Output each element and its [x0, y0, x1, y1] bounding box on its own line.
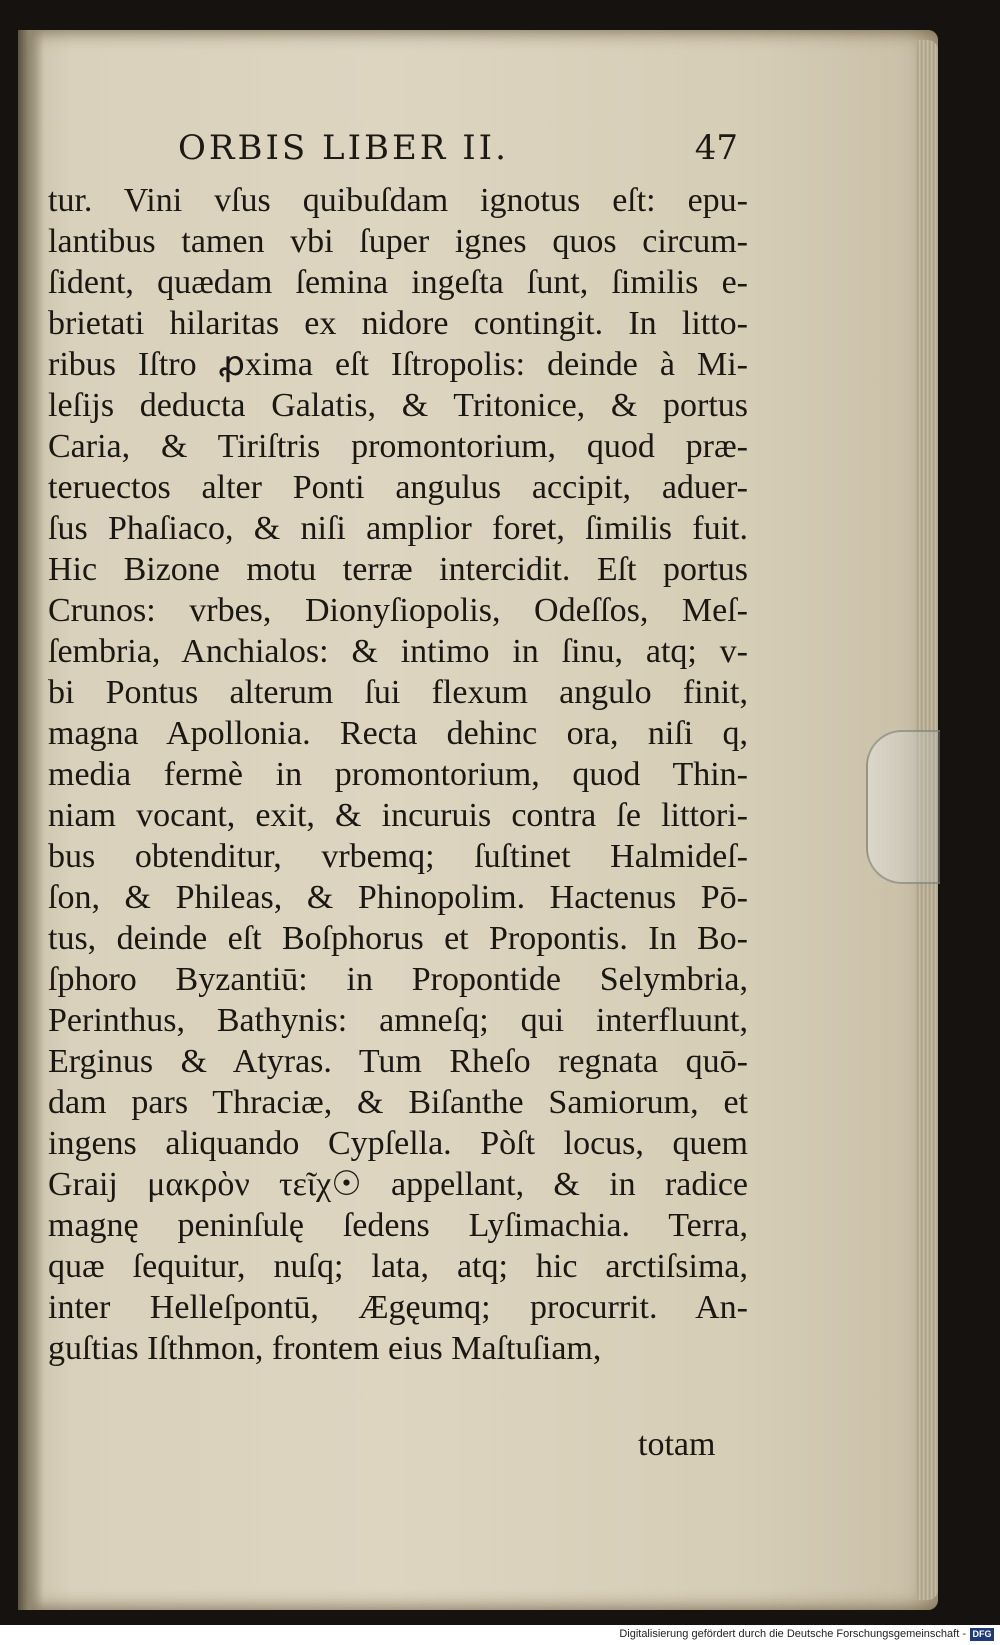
text-line: media fermè in promontorium, quod Thin-	[48, 756, 748, 793]
dfg-logo: DFG	[970, 1628, 994, 1641]
text-line: tur. Vini vſus quibuſdam ignotus eſt: epu-	[48, 182, 748, 219]
text-line: Graij μακρὸν τεῖχ☉ appellant, & in radice	[48, 1166, 748, 1203]
text-line: ribus Iſtro ꝓxima eſt Iſtropolis: deinde à Mi-	[48, 346, 748, 383]
text-line: Crunos: vrbes, Dionyſiopolis, Odeſſos, Meſ-	[48, 592, 748, 629]
text-line: Erginus & Atyras. Tum Rheſo regnata quō-	[48, 1043, 748, 1080]
text-line: ſus Phaſiaco, & niſi amplior foret, ſimilis fuit.	[48, 510, 748, 547]
page-number: 47	[694, 128, 738, 168]
book-clip	[866, 730, 940, 884]
text-line: magna Apollonia. Recta dehinc ora, niſi q,	[48, 715, 748, 752]
text-line: teruectos alter Ponti angulus accipit, aduer-	[48, 469, 748, 506]
page-header	[178, 128, 738, 178]
text-line: bus obtenditur, vrbemq; ſuſtinet Halmideſ-	[48, 838, 748, 875]
funding-credit: Digitalisierung gefördert durch die Deutsche Forschungsgemeinschaft -	[619, 1628, 966, 1640]
text-line: ſon, & Phileas, & Phinopolim. Hactenus Pō-	[48, 879, 748, 916]
text-line: ſphoro Byzantiū: in Propontide Selymbria,	[48, 961, 748, 998]
text-line: leſijs deducta Galatis, & Tritonice, & portus	[48, 387, 748, 424]
text-line: Caria, & Tiriſtris promontorium, quod præ-	[48, 428, 748, 465]
text-line: brietati hilaritas ex nidore contingit. In litto-	[48, 305, 748, 342]
text-line: Hic Bizone motu terræ intercidit. Eſt portus	[48, 551, 748, 588]
text-line: quæ ſequitur, nuſq; lata, atq; hic arctiſsima,	[48, 1248, 748, 1285]
text-line: bi Pontus alterum ſui flexum angulo finit,	[48, 674, 748, 711]
text-line: ſident, quædam ſemina ingeſta ſunt, ſimilis e-	[48, 264, 748, 301]
catchword: totam	[638, 1426, 716, 1463]
body-text	[48, 180, 748, 1369]
text-line: magnę peninſulę ſedens Lyſimachia. Terra,	[48, 1207, 748, 1244]
text-line: Perinthus, Bathynis: amneſq; qui interfluunt,	[48, 1002, 748, 1039]
text-line: ingens aliquando Cypſella. Pòſt locus, quem	[48, 1125, 748, 1162]
text-line: niam vocant, exit, & incuruis contra ſe littori-	[48, 797, 748, 834]
running-title: ORBIS LIBER II.	[178, 128, 509, 168]
text-line: ſembria, Anchialos: & intimo in ſinu, atq; v-	[48, 633, 748, 670]
book-page	[18, 30, 938, 1610]
footer-bar	[0, 1625, 1000, 1645]
text-line: tus, deinde eſt Boſphorus et Propontis. In Bo-	[48, 920, 748, 957]
text-line: lantibus tamen vbi ſuper ignes quos circum-	[48, 223, 748, 260]
text-line: dam pars Thraciæ, & Biſanthe Samiorum, et	[48, 1084, 748, 1121]
binding-shadow	[18, 30, 44, 1610]
text-line: guſtias Iſthmon, frontem eius Maſtuſiam,	[48, 1330, 602, 1367]
text-line: inter Helleſpontū, Ægęumq; procurrit. An-	[48, 1289, 748, 1326]
